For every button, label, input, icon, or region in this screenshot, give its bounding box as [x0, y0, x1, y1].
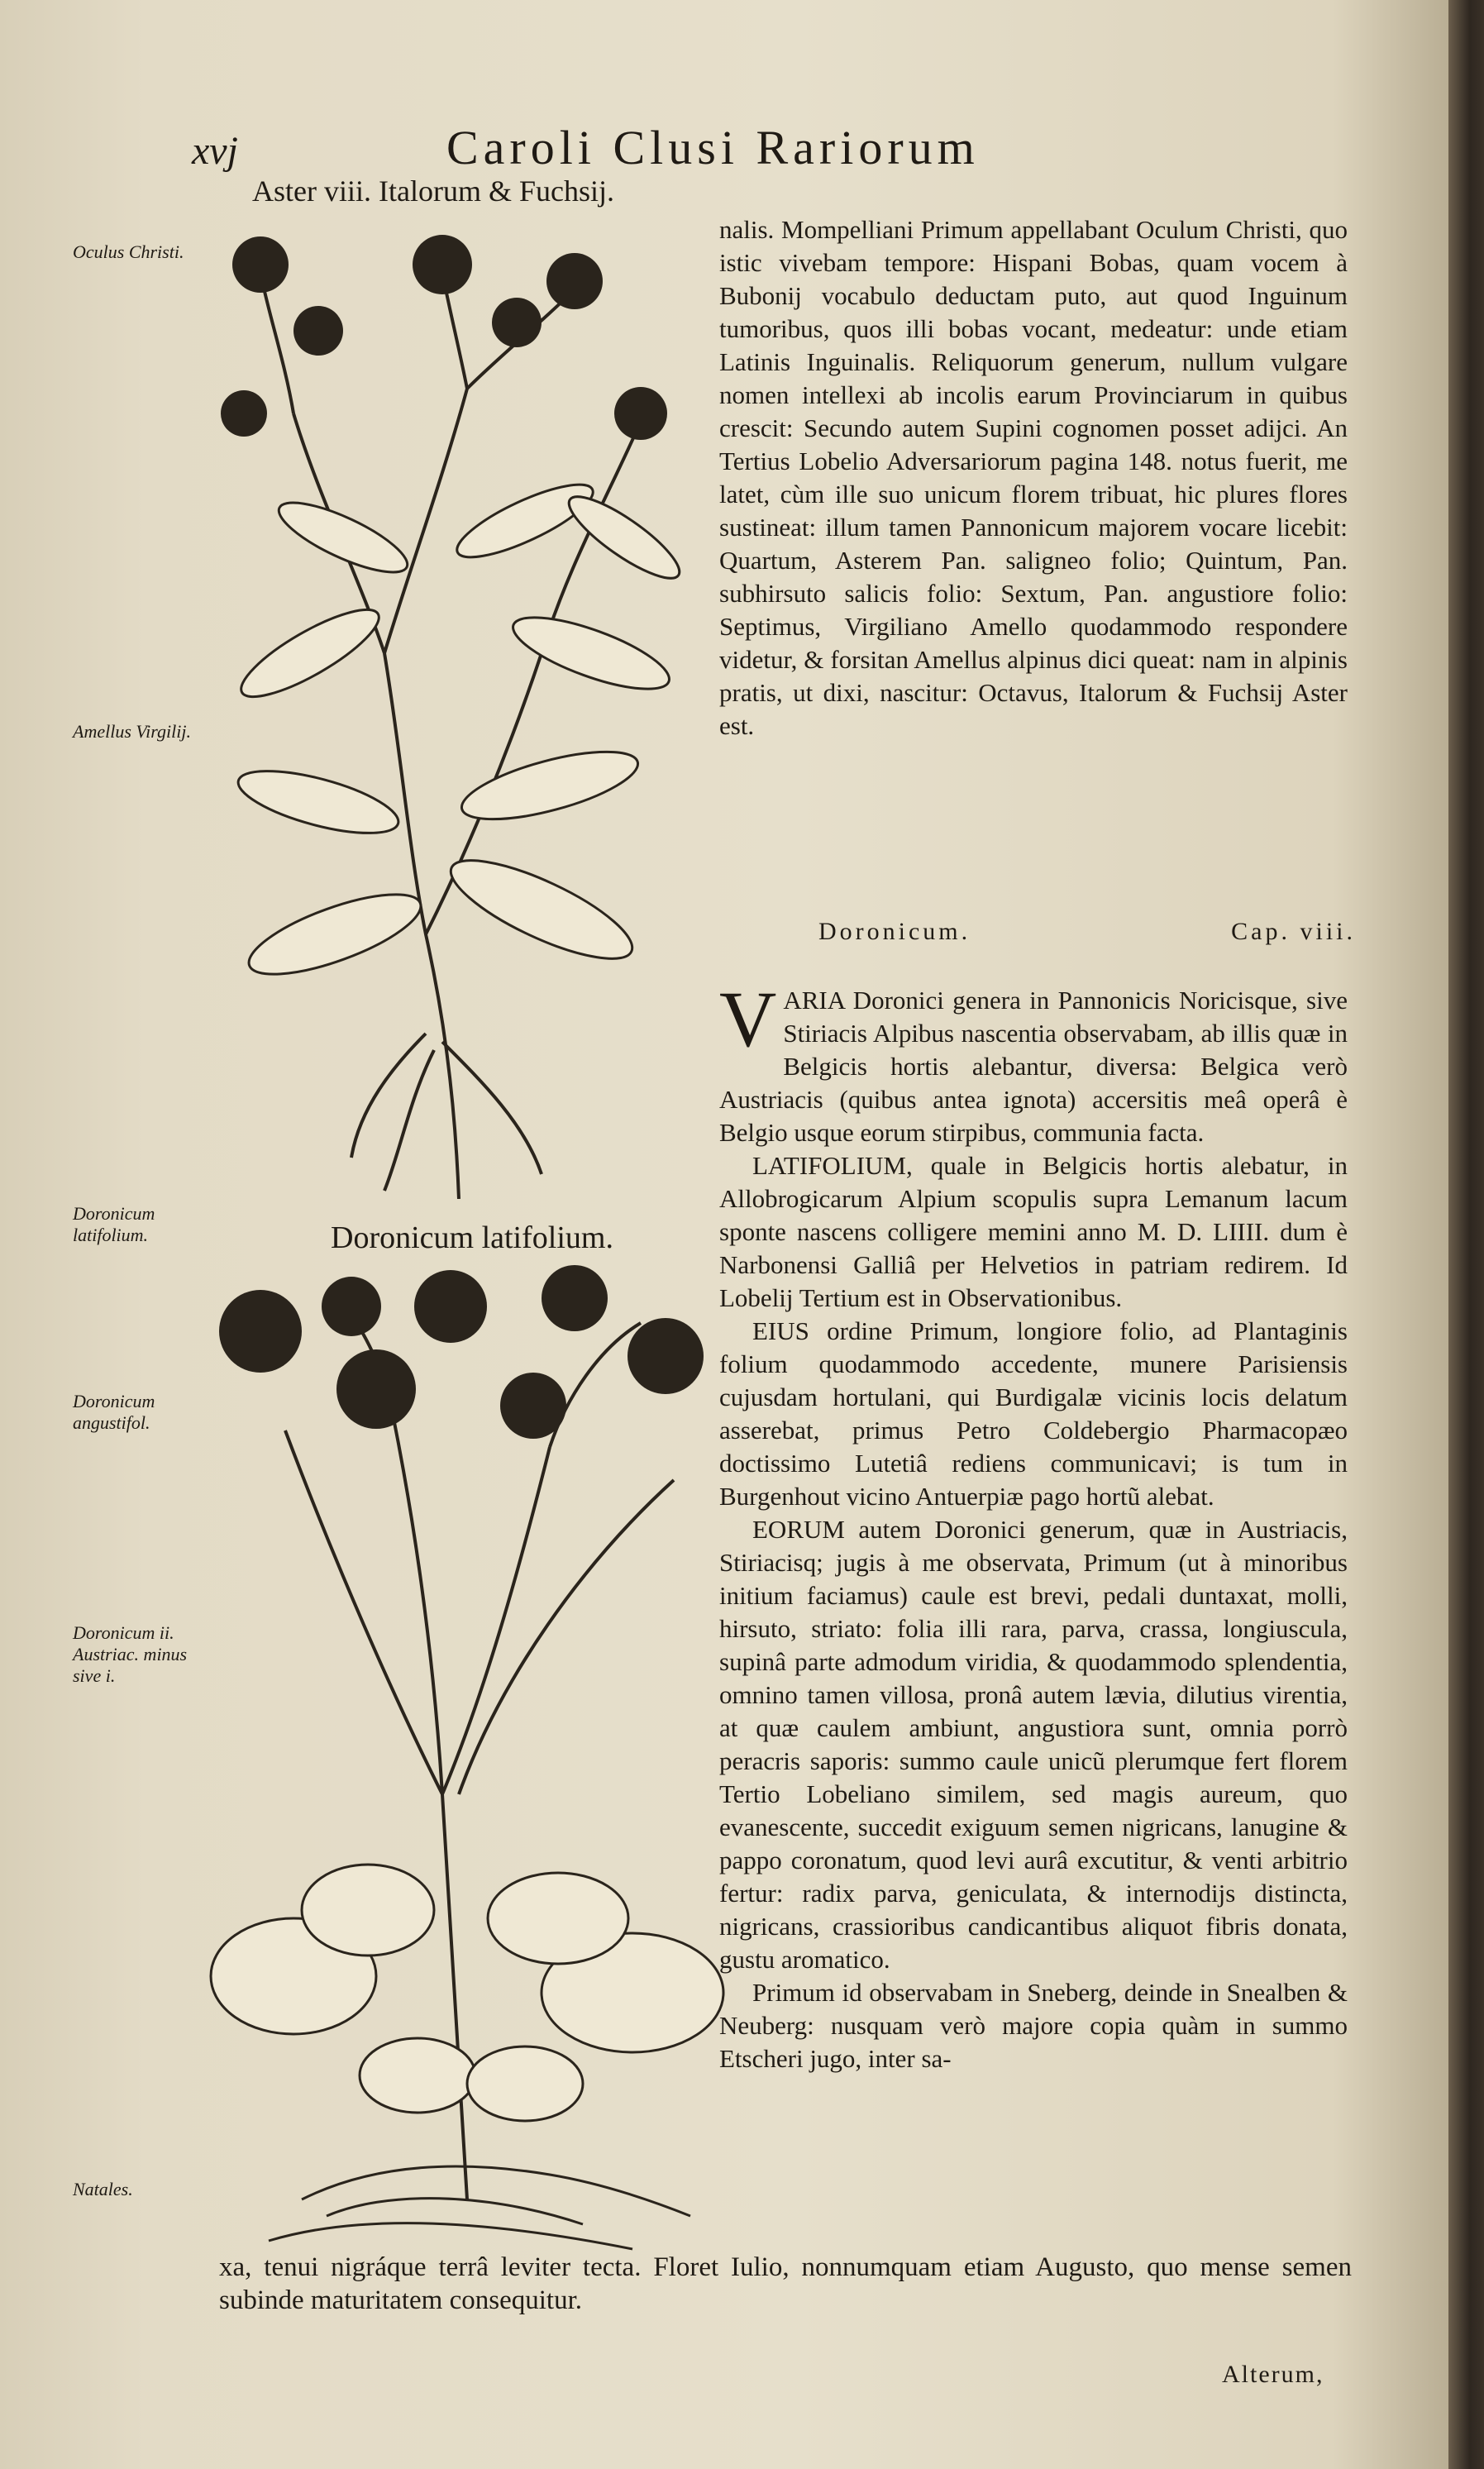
paragraph: nalis. Mompelliani Primum appellabant Oculum Christi, quo istic vivebam tempore: Hispani Bobas, quam vocem à Bubonij vocabulo deductam puto, aut quod Inguinum tumoribus, quos illi bobas vocant, medeatur: unde etiam Latinis Inguinalis. Reliquorum generum, nullum vulgare nomen intellexi ab incolis earum Provinciarum in quibus crescit: Secundo autem Supini cognomen posset adijci. An Tertius Lobelio Adversariorum pagina 148. notus fuerit, me latet, cùm ille suo unicum florem tribuat, hic plures flores sustineat: illum tamen Pannonicum majorem vocare licebit: Quartum, Asterem Pan. saligneo folio; Quintum, Pan. subhirsuto salicis folio: Sextum, Pan. angustiore folio: Septimus, Virgiliano Amello quodammodo respondere videtur, & forsitan Amellus alpinus dici queat: nam in alpinis pratis, ut dixi, nascitur: Octavus, Italorum & Fuchsij Aster est.: [719, 215, 1348, 740]
book-edge: [1448, 0, 1484, 2469]
doronicum-woodcut-illustration: [203, 1265, 740, 2257]
figure-caption: Doronicum latifolium.: [331, 1220, 613, 1255]
text-column-lower: [719, 975, 1348, 2075]
paragraph: Primum id observabam in Sneberg, deinde in Snealben & Neuberg: nusquam verò majore copia quàm in summo Etscheri jugo, inter sa-: [719, 1978, 1348, 2073]
closing-paragraph: xa, tenui nigráque terrâ leviter tecta. Floret Iulio, nonnumquam etiam Augusto, quo mense semen subinde maturitatem consequitur.: [219, 2252, 1352, 2315]
running-title: Caroli Clusi Rariorum: [446, 121, 980, 174]
margin-note: Doronicum ii. Austriac. minus sive i.: [73, 1622, 188, 1686]
chapter-number: Cap. viii.: [1231, 918, 1356, 945]
paragraph: EIUS ordine Primum, longiore folio, ad Plantaginis folium quodammodo accedente, munere Parisiensis cujusdam hortulani, qui Burdigalæ vicinis locis delatum asserebat, primus Petro Coldebergio Pharmacopæo doctissimo Lutetiâ rediens communicavi; is tum in Burgenhout vicino Antuerpiæ pago hortũ alebat.: [719, 1316, 1348, 1511]
paragraph: VARIA Doronici genera in Pannonicis Noricisque, sive Stiriacis Alpibus nascentia observabam, ab illis quæ in Belgicis hortis alebantur, diversa: Belgica verò Austriacis (quibus antea ignota) accersitis meâ operâ è Belgio usque eorum stirpibus, communia facta.: [719, 975, 1348, 1147]
margin-note: Amellus Virgilij.: [73, 721, 191, 742]
margin-note: Oculus Christi.: [73, 241, 184, 262]
margin-note: Natales.: [73, 2179, 133, 2199]
folio-number: xvj: [192, 129, 238, 173]
margin-note: Doronicum angustifol.: [73, 1391, 155, 1433]
paragraph: LATIFOLIUM, quale in Belgicis hortis alebatur, in Allobrogicarum Alpium scopulis supra Lemanum lacum sponte nascens colligere memini anno M. D. LIIII. dum è Narbonensi Galliâ per Helvetios in patriam redirem. Id Lobelij Tertium est in Observationibus.: [719, 1151, 1348, 1312]
margin-note: Doronicum latifolium.: [73, 1203, 155, 1245]
catchword: Alterum,: [1222, 2361, 1324, 2388]
drop-cap: V: [719, 975, 777, 1063]
text-column-upper: [719, 213, 1348, 743]
chapter-title: Doronicum.: [818, 918, 971, 945]
paragraph: EORUM autem Doronici generum, quæ in Austriacis, Stiriacisq; jugis à me observata, Primum (ut à minoribus initium faciamus) caule est brevi, pedali duntaxat, molli, hirsuto, striato: folia illi rara, parva, crassa, longiuscula, supinâ parte admodum viridia, & quodammodo splendentia, omnino tamen villosa, pronâ autem lævia, dilutius virentia, at quæ caulem ambiunt, angustiora sunt, omnia porrò peracris saporis: summo caule unicũ plerumque fert florem Tertio Lobeliano similem, sed magis aureum, quo evanescente, succedit exiguum semen nigricans, lanugine & pappo coronatum, quod levi aurâ excutitur, & venti arbitrio fertur: radix parva, geniculata, & internodijs distincta, nigricans, crassioribus candicantibus aliquot fibris donata, gustu aromatico.: [719, 1515, 1348, 1974]
chapter-heading: [818, 918, 1356, 946]
aster-woodcut-illustration: [194, 223, 723, 1199]
figure-title: Aster viii. Italorum & Fuchsij.: [252, 174, 614, 208]
